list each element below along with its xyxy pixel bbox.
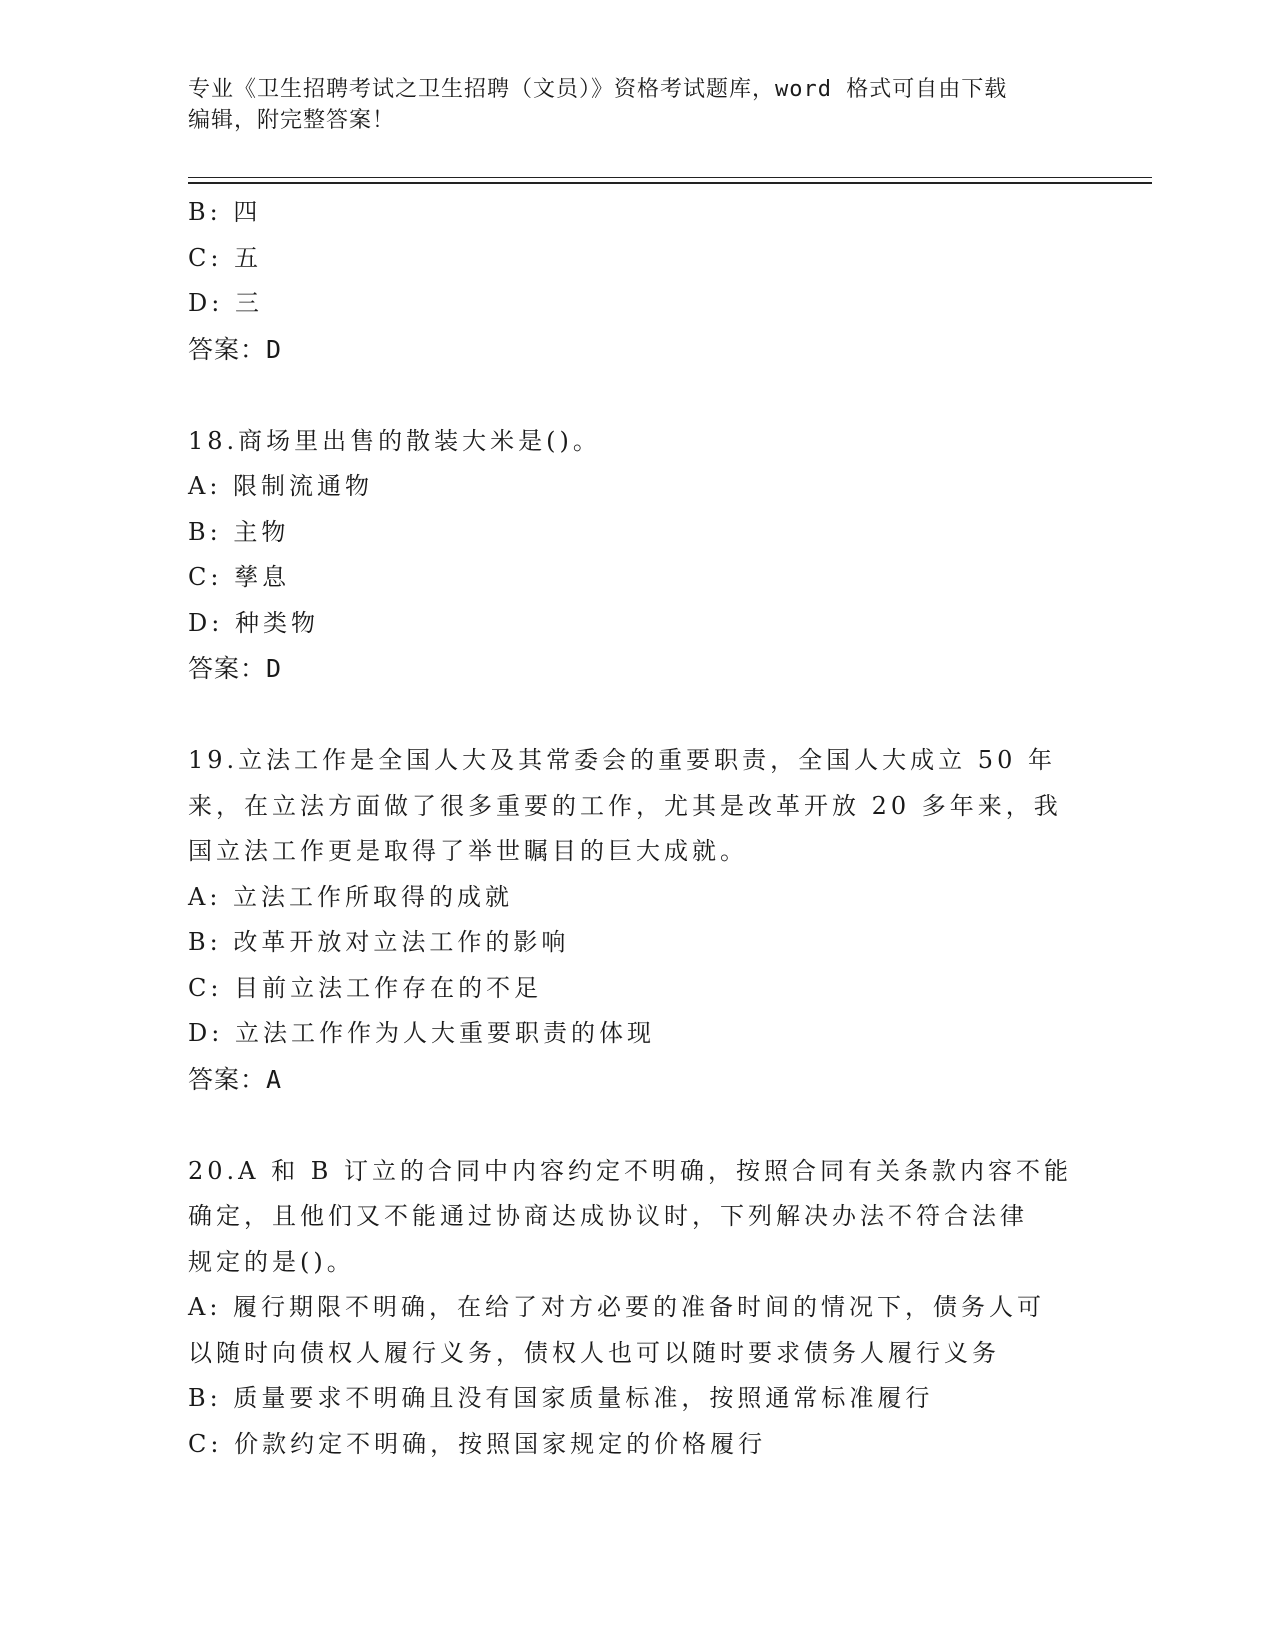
answer: 答案：D	[188, 654, 283, 683]
question-18	[188, 419, 1088, 693]
option-d: D: 种类物	[188, 608, 319, 637]
question-20	[188, 1149, 1088, 1468]
answer: 答案：A	[188, 1064, 283, 1094]
option-b: B: 四	[188, 198, 262, 226]
question-stem-line-2: 确定，且他们又不能通过协商达成协议时，下列解决办法不符合法律	[188, 1202, 1028, 1230]
answer: 答案：D	[188, 334, 283, 364]
option-c: C: 价款约定不明确，按照国家规定的价格履行	[188, 1429, 767, 1458]
spacer	[188, 1103, 1088, 1149]
option-a-line-2: 以随时向债权人履行义务，债权人也可以随时要求债务人履行义务	[188, 1338, 1000, 1367]
question-19	[188, 738, 1088, 1103]
question-stem-line-3: 规定的是()。	[188, 1247, 355, 1276]
option-c: C: 五	[188, 243, 263, 272]
spacer	[188, 692, 1088, 738]
header-divider-thick	[188, 182, 1152, 184]
option-b: B: 质量要求不明确且没有国家质量标准，按照通常标准履行	[188, 1384, 934, 1412]
option-c: C: 目前立法工作存在的不足	[188, 973, 543, 1002]
question-stem-line-1: 19.立法工作是全国人大及其常委会的重要职责，全国人大成立 50 年	[188, 746, 1056, 774]
option-d: D: 三	[188, 289, 263, 317]
document-header	[188, 74, 1088, 136]
question-stem-line-1: 20.A 和 B 订立的合同中内容约定不明确，按照合同有关条款内容不能	[188, 1156, 1073, 1185]
option-a: A: 立法工作所取得的成就	[188, 882, 514, 911]
header-line-1: 专业《卫生招聘考试之卫生招聘（文员）》资格考试题库，word 格式可自由下载	[188, 77, 1008, 102]
question-17-tail	[188, 190, 1088, 373]
header-divider-thin	[188, 177, 1152, 178]
option-b: B: 改革开放对立法工作的影响	[188, 928, 570, 956]
option-a: A: 限制流通物	[188, 472, 374, 500]
question-stem-line-3: 国立法工作更是取得了举世瞩目的巨大成就。	[188, 837, 748, 865]
spacer	[188, 373, 1088, 419]
question-stem-line-2: 来，在立法方面做了很多重要的工作，尤其是改革开放 20 多年来，我	[188, 791, 1062, 820]
question-stem: 18.商场里出售的散装大米是()。	[188, 426, 601, 455]
header-line-2: 编辑，附完整答案！	[188, 108, 396, 133]
option-d: D: 立法工作作为人大重要职责的体现	[188, 1019, 655, 1047]
question-content	[188, 190, 1088, 1467]
option-b: B: 主物	[188, 517, 290, 546]
option-a-line-1: A: 履行期限不明确，在给了对方必要的准备时间的情况下，债务人可	[188, 1293, 1046, 1321]
option-c: C: 孳息	[188, 563, 291, 591]
